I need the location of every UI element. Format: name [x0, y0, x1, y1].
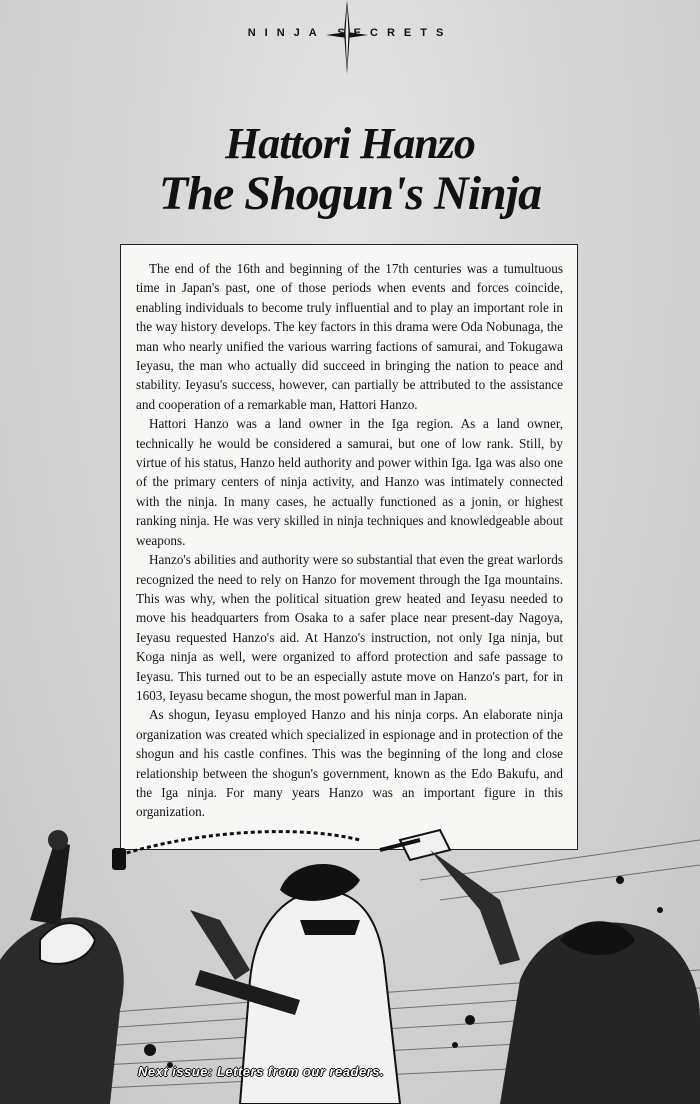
article-body: [136, 259, 563, 822]
section-label: NINJA SECRETS: [247, 27, 453, 39]
article-box: [120, 244, 578, 850]
ninja-battle-illustration: [0, 820, 700, 1104]
article-paragraph-1: The end of the 16th and beginning of the 17th centuries was a tumultuous time in Japan's past, one of those periods when events and forces coincide, enabling individuals to become truly influential and to play an important role in the way history develops. The key factors in this drama were Oda Nobunaga, the man who nearly unified the various warring factions of samurai, and Tokugawa Ieyasu, the man who actually did succeed in bringing the nation to peace and stability. Ieyasu's success, however, can partially be attributed to the assistance and cooperation of a remarkable man, Hattori Hanzo.: [136, 261, 563, 412]
header: [0, 0, 700, 80]
next-issue-note: Next issue: Letters from our readers.: [138, 1064, 385, 1079]
page-title-line-1: Hattori Hanzo: [225, 119, 475, 168]
page-title-line-2: The Shogun's Ninja: [158, 167, 542, 220]
article-paragraph-4: As shogun, Ieyasu employed Hanzo and his ninja corps. An elaborate ninja organization was created which specialized in espionage and in protection of the shogun and his castle confines. This was the beginning of the long and close relationship between the shogun's government, known as the Edo Bakufu, and the Iga ninja. For many years Hanzo was an important figure in this organization.: [136, 707, 563, 820]
article-paragraph-2: Hattori Hanzo was a land owner in the Iga region. As a land owner, technically he would be considered a samurai, but one of low rank. Still, by virtue of his status, Hanzo held authority and power within Iga. Iga was also one of the primary centers of ninja activity, and Hanzo was intimately connected with the ninja. In many cases, he actually functioned as a jonin, or highest ranking ninja. He was very skilled in ninja techniques and knowledgeable about weapons.: [136, 416, 563, 548]
article-paragraph-3: Hanzo's abilities and authority were so substantial that even the great warlords recognized the need to rely on Hanzo for movement through the Iga mountains. This was why, when the political situation grew heated and Ieyasu needed to move his headquarters from Osaka to a safer place near present-day Nagoya, Ieyasu requested Hanzo's aid. At Hanzo's instruction, not only Iga ninja, but Koga ninja as well, were organized to afford protection and safe passage to Ieyasu. This turned out to be an especially astute move on Hanzo's part, for in 1603, Ieyasu became shogun, the most powerful man in Japan.: [136, 552, 563, 703]
